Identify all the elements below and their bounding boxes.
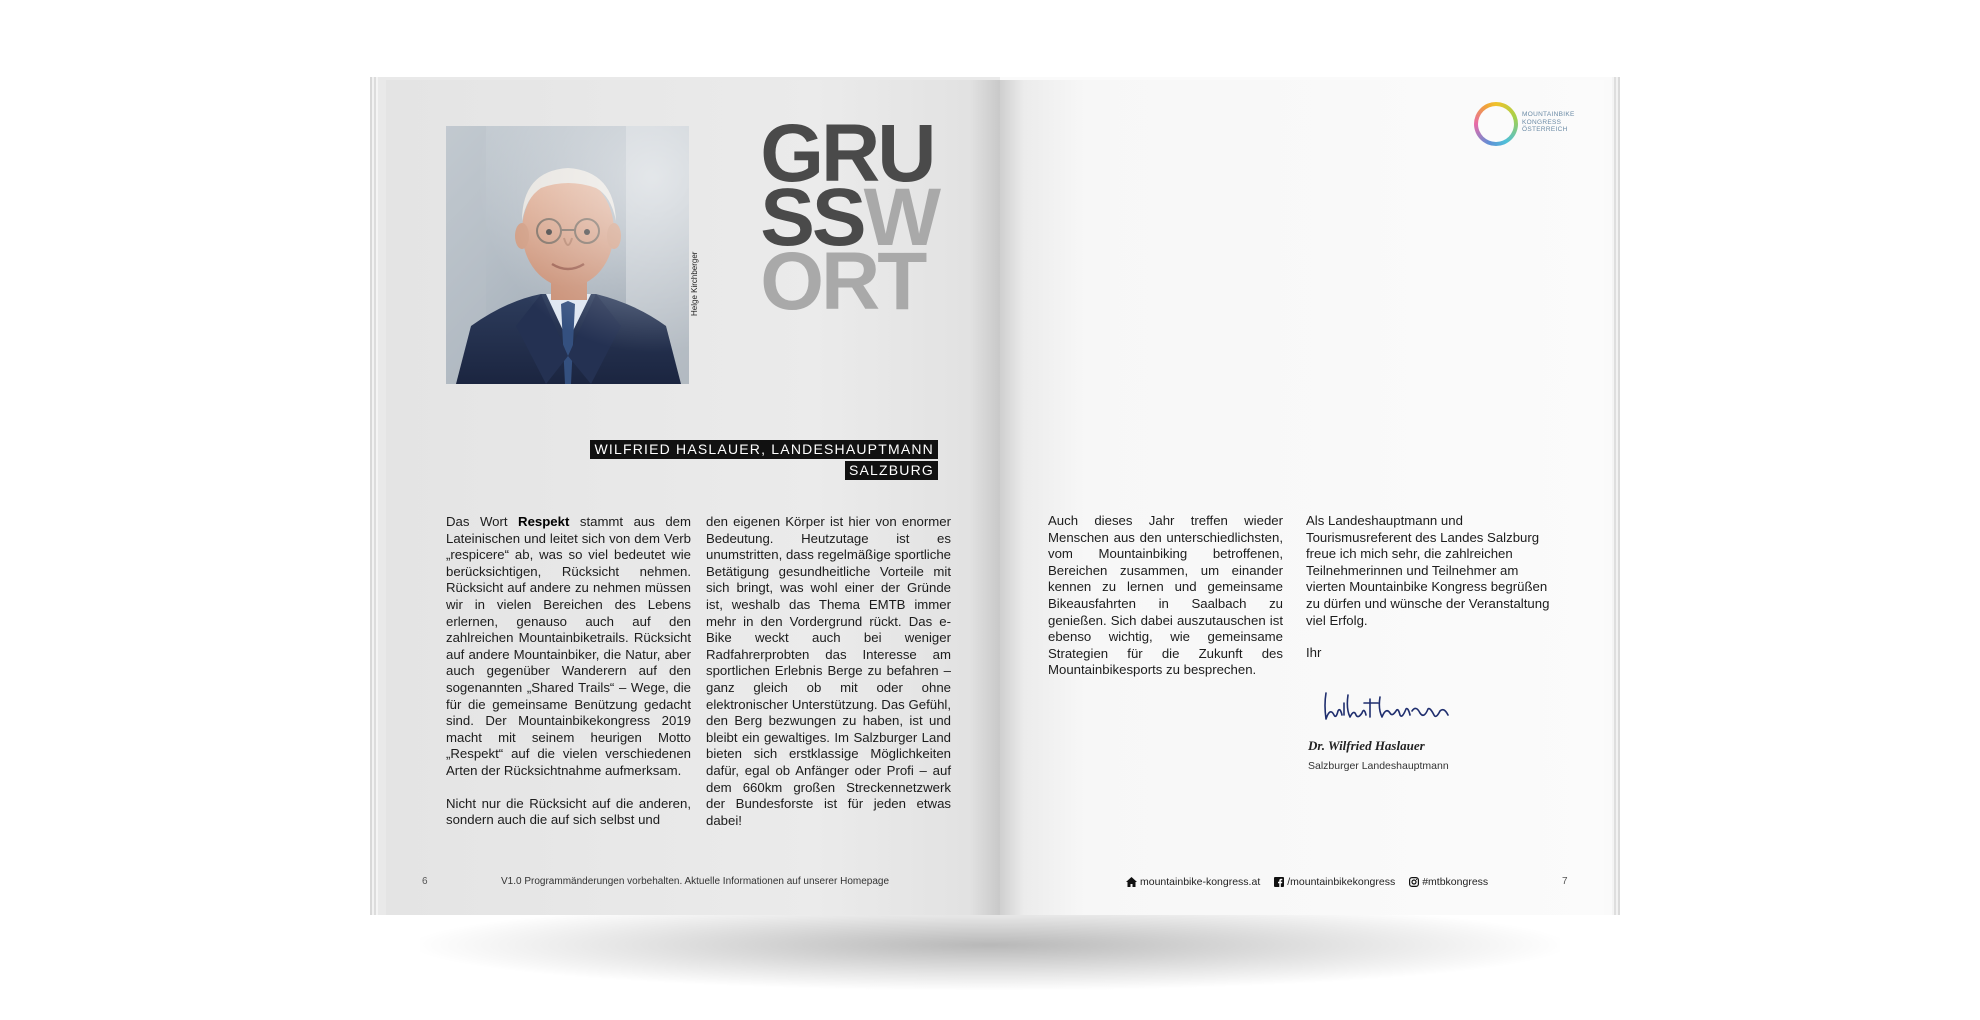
logo-text-line: ÖSTERREICH xyxy=(1522,126,1568,133)
congress-logo xyxy=(1474,102,1584,150)
logo-text xyxy=(1522,111,1575,134)
logo-text-line: KONGRESS xyxy=(1522,118,1562,126)
instagram-link[interactable] xyxy=(1409,876,1488,888)
instagram-text: #mtbkongress xyxy=(1422,876,1489,888)
footer-note: V1.0 Programmänderungen vorbehalten. Aktuelle Informationen auf unserer Homepage xyxy=(501,876,890,887)
logo-text-line: MOUNTAINBIKE xyxy=(1522,111,1575,118)
home-icon xyxy=(1126,877,1137,887)
photo-highlight xyxy=(446,126,689,384)
paragraph: Auch dieses Jahr treffen wieder Menschen aus den unterschiedlichsten, vom Mountainbiking betroffenen, Bereichen zusammen, um einander kennen zu lernen und gemeinsame Bikeausfahrten in Saalbach zu genießen. Sich dabei auszutauschen ist ebenso wichtig, wie gemeinsame Strategien für die Zukunft des Mountainbikesports zu besprechen. xyxy=(1048,513,1283,678)
text-column-2 xyxy=(706,514,951,829)
page-title xyxy=(760,108,938,327)
author-region-line: SALZBURG xyxy=(845,461,938,480)
portrait-photo xyxy=(446,126,689,384)
photo-credit: Helge Kirchberger xyxy=(690,251,699,316)
footer-links xyxy=(1126,876,1488,888)
title-part: W xyxy=(863,172,938,263)
title-part: SS xyxy=(760,172,864,263)
right-page xyxy=(1000,80,1604,915)
instagram-icon xyxy=(1409,877,1419,887)
page-number: 6 xyxy=(422,876,428,887)
facebook-link[interactable] xyxy=(1274,876,1395,888)
signatory-name: Dr. Wilfried Haslauer xyxy=(1308,738,1425,753)
right-text-column-1 xyxy=(1048,513,1283,679)
author-name-block xyxy=(590,440,938,482)
paragraph: den eigenen Körper ist hier von enormer Bedeutung. Heutzutage ist es unumstritten, dass regelmäßige sportliche Betätigung gesundheitliche Vorteile mit sich bringt, was wohl einer der Gründe ist, weshalb das Thema EMTB immer mehr in den Vordergrund rückt. Das e-Bike weckt auch bei weniger Radfahrerprobten das Interesse am sportlichen Erlebnis Berge zu befahren – ganz gleich ob mit oder ohne elektronischer Unterstützung. Das Gefühl, den Berg bezwungen zu haben, ist und bleibt ein gewaltiges. Im Salzburger Land bieten sich erstklassige Möglichkeiten dafür, egal ob Anfänger oder Profi – auf dem 660km großen Streckennetzwerk der Bundesforste ist für jeden etwas dabei! xyxy=(706,514,951,828)
left-page xyxy=(386,80,1000,915)
title-part: GRU xyxy=(760,108,934,199)
right-text-column-2 xyxy=(1306,513,1551,662)
logo-ring-icon xyxy=(1474,102,1518,146)
text-run: stammt aus dem Lateinischen und leitet sich von dem Verb „respicere“ ab, was so viel bedeutet wie berücksichtigen, Rücksicht nehmen. Rücksicht auf andere zu nehmen müssen wir in vielen Bereichen des Lebens erlernen, genauso auch auf den zahlreichen Mountainbiketrails. Rücksicht auf andere Mountainbiker, die Natur, aber auch gegenüber Wanderern auf den sogenannten „Shared Trails“ – Wege, die für die gemeinsame Benützung gedacht sind. Der Mountainbikekongress 2019 macht mit seinem heurigen Motto „Respekt“ auf die vielen verschiedenen Arten der Rücksichtnahme aufmerksam. xyxy=(446,514,691,778)
website-text: mountainbike-kongress.at xyxy=(1140,876,1261,888)
author-name-line: WILFRIED HASLAUER, LANDESHAUPTMANN xyxy=(590,440,938,459)
text-column-1 xyxy=(446,514,691,829)
facebook-text: /mountainbikekongress xyxy=(1287,876,1396,888)
title-line-3 xyxy=(760,236,938,327)
closing: Ihr xyxy=(1306,645,1322,661)
paragraph: Nicht nur die Rücksicht auf die anderen, sondern auch die auf sich selbst und xyxy=(446,795,691,828)
bold-keyword: Respekt xyxy=(518,514,570,529)
page-number: 7 xyxy=(1562,876,1568,887)
website-link[interactable] xyxy=(1126,876,1260,888)
handwritten-signature xyxy=(1320,685,1470,725)
signatory-role: Salzburger Landeshauptmann xyxy=(1308,760,1449,772)
facebook-icon xyxy=(1274,877,1284,887)
paragraph: Als Landeshauptmann und Tourismusreferent des Landes Salzburg freue ich mich sehr, die zahlreichen Teilnehmerinnen und Teilnehmer am vierten Mountainbike Kongress begrüßen zu dürfen und wünsche der Veranstaltung viel Erfolg. xyxy=(1306,513,1550,628)
title-part: ORT xyxy=(760,236,925,327)
paragraph xyxy=(446,514,691,780)
text-run: Das Wort xyxy=(446,514,519,529)
